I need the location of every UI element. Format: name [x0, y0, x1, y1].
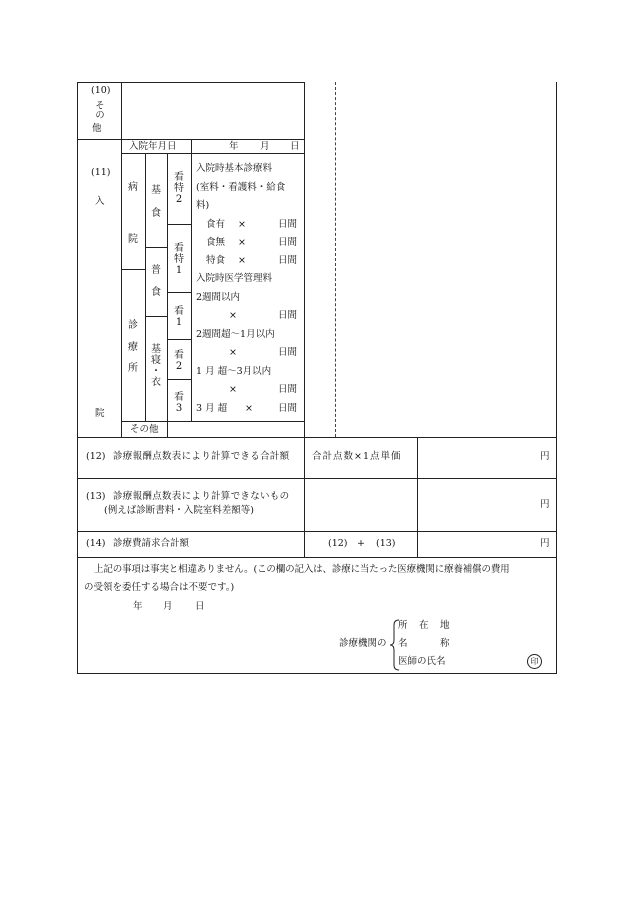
- meal-yes: 食有: [206, 219, 226, 230]
- kishin-2: 寝: [151, 355, 161, 366]
- row12-calc: 合計点数×1点単価: [312, 451, 402, 462]
- seal-mark: 印: [527, 654, 542, 669]
- name-1: 名: [398, 638, 408, 649]
- sec10-label-b: 他: [92, 123, 102, 134]
- sec11-char-nyu: 入: [95, 196, 105, 207]
- meal-no-times: ×: [238, 237, 246, 248]
- address-1: 所: [398, 620, 408, 631]
- kishin-4: 衣: [151, 377, 161, 388]
- meal-yes-days: 日間: [278, 219, 298, 230]
- byoin-2: 院: [128, 234, 138, 245]
- kan2-1: 看: [174, 350, 184, 361]
- hline-futsu-kishin: [145, 316, 167, 317]
- meal-yes-times: ×: [238, 219, 246, 230]
- border-right: [556, 82, 557, 674]
- meal-no-days: 日間: [278, 237, 298, 248]
- basic-fee-paren2: 料): [196, 200, 210, 211]
- meal-no: 食無: [206, 237, 226, 248]
- row12-number: (12): [86, 451, 106, 462]
- basic-fee-label: 入院時基本診療料: [196, 163, 273, 174]
- admission-year: 年: [229, 141, 239, 152]
- border-bottom: [77, 673, 557, 674]
- hline-byoin-shinryojo: [121, 269, 145, 270]
- admission-label: 入院年月日: [129, 141, 177, 152]
- row14-yen: 円: [540, 538, 550, 549]
- meal-special-days: 日間: [278, 255, 298, 266]
- period-1m-3m: 1 月 超〜3月以内: [196, 366, 272, 377]
- kantoku1-2: 特: [174, 254, 184, 265]
- hline-kan-c: [167, 339, 191, 340]
- period-2w-1m: 2週間超〜1月以内: [196, 329, 275, 340]
- kan1-2: 1: [175, 317, 183, 328]
- vline-col2: [145, 153, 146, 421]
- hline-kan-d: [167, 379, 191, 380]
- period-over-3m: 3 月 超: [196, 403, 228, 414]
- divider-cert-top: [77, 557, 557, 558]
- vline-col4: [191, 139, 192, 421]
- row13-yen: 円: [540, 499, 550, 510]
- period-1m-3m-days: 日間: [278, 384, 298, 395]
- kan2-2: 2: [175, 361, 183, 372]
- mgmt-fee-label: 入院時医学管理料: [196, 273, 273, 284]
- cert-day: 日: [195, 601, 205, 612]
- vline-calc-right: [417, 437, 418, 557]
- kan3-2: 3: [175, 403, 183, 414]
- cert-month: 月: [163, 601, 173, 612]
- kantoku2-3: 2: [175, 194, 183, 205]
- kantoku2-2: 特: [174, 183, 184, 194]
- cert-year: 年: [133, 601, 143, 612]
- kihon-2: 食: [151, 208, 161, 219]
- period-over-3m-times: ×: [245, 403, 253, 414]
- shinryojo-1: 診: [128, 320, 138, 331]
- byoin-1: 病: [128, 182, 138, 193]
- row13-label: 診療報酬点数表により計算できないもの: [113, 491, 290, 502]
- sec11-number: (11): [91, 167, 111, 178]
- border-right-upper: [304, 82, 305, 438]
- name-2: 称: [440, 638, 450, 649]
- vline-label-col: [121, 82, 122, 438]
- address-3: 地: [440, 620, 450, 631]
- divider-section-bottom: [121, 421, 304, 422]
- row14-number: (14): [86, 538, 106, 549]
- divider-row12-top: [77, 437, 557, 438]
- institution-label: 診療機関の: [339, 638, 387, 649]
- period-2w-1m-days: 日間: [278, 347, 298, 358]
- row12-label: 診療報酬点数表により計算できる合計額: [113, 451, 290, 462]
- sec11-other: その他: [130, 424, 159, 435]
- meal-special: 特食: [206, 255, 226, 266]
- hline-kan-a: [167, 224, 191, 225]
- divider-row13-top: [77, 478, 557, 479]
- period-2w-1m-times: ×: [229, 347, 237, 358]
- row13-sub: (例えば診断書料・入院室料差額等): [104, 505, 254, 516]
- kantoku1-1: 看: [174, 243, 184, 254]
- dashed-separator: [335, 82, 336, 437]
- row14-plus: +: [357, 538, 365, 549]
- futsu-2: 食: [151, 287, 161, 298]
- cert-line1: 上記の事項は事実と相違ありません。(この欄の記入は、診療に当たった医療機関に療養補償の費用: [94, 564, 510, 575]
- border-top: [77, 82, 304, 83]
- period-2weeks-times: ×: [229, 310, 237, 321]
- kishin-3: ・: [151, 366, 161, 377]
- period-2weeks: 2週間以内: [196, 292, 241, 303]
- hline-kan-b: [167, 292, 191, 293]
- row13-number: (13): [86, 491, 106, 502]
- futsu-1: 普: [151, 265, 161, 276]
- period-over-3m-days: 日間: [278, 403, 298, 414]
- vline-col3: [167, 153, 168, 438]
- divider-admission: [121, 153, 304, 154]
- row14-calc-a: (12): [328, 538, 348, 549]
- divider-row14-top: [77, 531, 557, 532]
- kan3-1: 看: [174, 392, 184, 403]
- cert-line2: の受領を委任する場合は不要です。): [84, 582, 235, 593]
- sec10-label-a: その: [93, 100, 104, 119]
- address-2: 在: [419, 620, 429, 631]
- kantoku1-3: 1: [175, 265, 183, 276]
- kantoku2-1: 看: [174, 172, 184, 183]
- kihon-1: 基: [151, 185, 161, 196]
- period-2weeks-days: 日間: [278, 310, 298, 321]
- sec10-number: (10): [91, 85, 111, 96]
- border-left: [77, 82, 78, 674]
- kan1-1: 看: [174, 306, 184, 317]
- row14-label: 診療費請求合計額: [113, 538, 190, 549]
- meal-special-times: ×: [238, 255, 246, 266]
- doctor-name-label: 医師の氏名: [398, 656, 446, 667]
- vline-calc-left: [304, 437, 305, 557]
- basic-fee-paren1: (室料・看護料・給食: [196, 182, 286, 193]
- kishin-1: 基: [151, 344, 161, 355]
- hline-kihon-futsu: [145, 247, 167, 248]
- shinryojo-2: 療: [128, 342, 138, 353]
- shinryojo-3: 所: [128, 363, 138, 374]
- row12-yen: 円: [540, 451, 550, 462]
- row14-calc-b: (13): [376, 538, 396, 549]
- admission-day: 日: [290, 141, 300, 152]
- period-1m-3m-times: ×: [229, 384, 237, 395]
- sec11-char-in: 院: [95, 408, 105, 419]
- admission-month: 月: [260, 141, 270, 152]
